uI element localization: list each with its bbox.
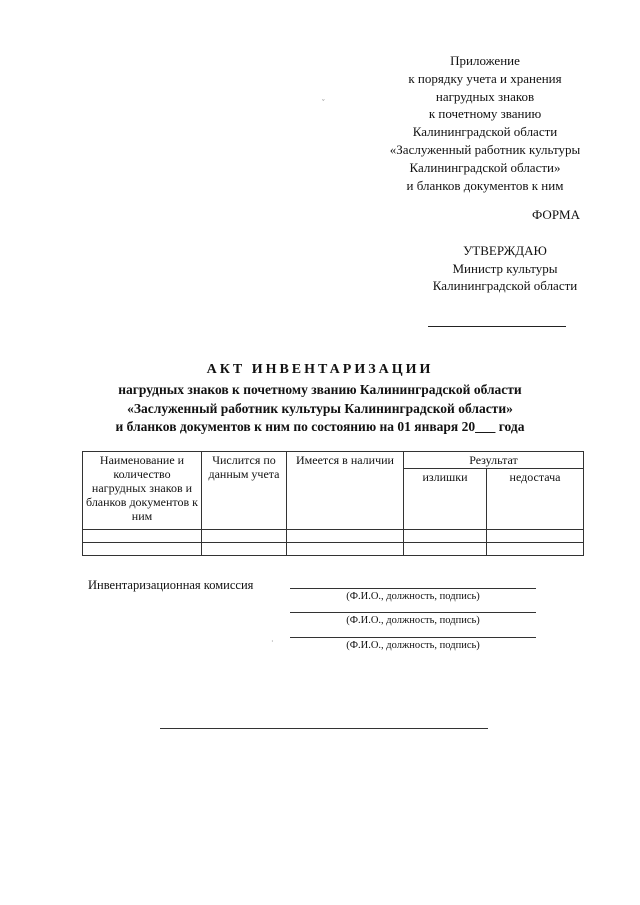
appendix-block xyxy=(340,52,630,194)
table-row xyxy=(83,530,584,543)
appendix-line: Калининградской области» xyxy=(409,159,561,175)
column-header-surplus: излишки xyxy=(404,469,487,530)
approval-heading: УТВЕРЖДАЮ xyxy=(463,243,547,258)
signature-caption: (Ф.И.О., должность, подпись) xyxy=(346,640,480,651)
table-row xyxy=(83,543,584,556)
column-header-result: Результат xyxy=(404,452,584,469)
bottom-rule xyxy=(160,728,488,729)
appendix-line: к порядку учета и хранения xyxy=(408,70,562,86)
appendix-line: Калининградской области xyxy=(412,124,558,140)
signature-caption: (Ф.И.О., должность, подпись) xyxy=(346,591,480,602)
approval-block xyxy=(400,242,610,295)
column-header-name: Наименование и количество нагрудных знаков и бланков документов к ним xyxy=(83,452,202,530)
table-cell xyxy=(487,530,584,543)
inventory-table xyxy=(82,451,584,556)
scan-speck: ˇ xyxy=(322,98,325,107)
signature-line xyxy=(290,612,536,613)
appendix-line: к почетному званию xyxy=(428,106,542,122)
appendix-line: нагрудных знаков xyxy=(435,88,535,104)
subtitle-line: «Заслуженный работник культуры Калининградской области» xyxy=(127,400,513,416)
signature-line xyxy=(290,588,536,589)
column-header-listed: Числится по данным учета xyxy=(202,452,287,530)
document-title: АКТ ИНВЕНТАРИЗАЦИИ xyxy=(206,362,434,377)
column-header-shortage: недостача xyxy=(487,469,584,530)
table-cell xyxy=(83,543,202,556)
form-label: ФОРМА xyxy=(532,207,580,222)
table-cell xyxy=(287,543,404,556)
subtitle-line: и бланков документов к ним по состоянию на 01 января 20___ года xyxy=(115,419,525,434)
scan-speck: · xyxy=(271,637,274,646)
approval-signature-line xyxy=(428,326,566,327)
table-header-row xyxy=(83,452,584,469)
column-header-available: Имеется в наличии xyxy=(287,452,404,530)
signature-line xyxy=(290,637,536,638)
document-subtitle xyxy=(60,381,580,437)
subtitle-line: нагрудных знаков к почетному званию Калининградской области xyxy=(118,382,522,397)
table-cell xyxy=(202,543,287,556)
signature-caption: (Ф.И.О., должность, подпись) xyxy=(346,615,480,626)
commission-label: Инвентаризационная комиссия xyxy=(88,578,254,592)
table-cell xyxy=(287,530,404,543)
table-cell xyxy=(202,530,287,543)
table-cell xyxy=(404,543,487,556)
approval-position: Министр культуры xyxy=(452,260,558,276)
appendix-line: и бланков документов к ним xyxy=(406,177,564,193)
appendix-line: Приложение xyxy=(450,53,520,68)
table-cell xyxy=(404,530,487,543)
appendix-line: «Заслуженный работник культуры xyxy=(389,141,581,157)
table-cell xyxy=(83,530,202,543)
approval-position: Калининградской области xyxy=(432,278,578,293)
table-cell xyxy=(487,543,584,556)
